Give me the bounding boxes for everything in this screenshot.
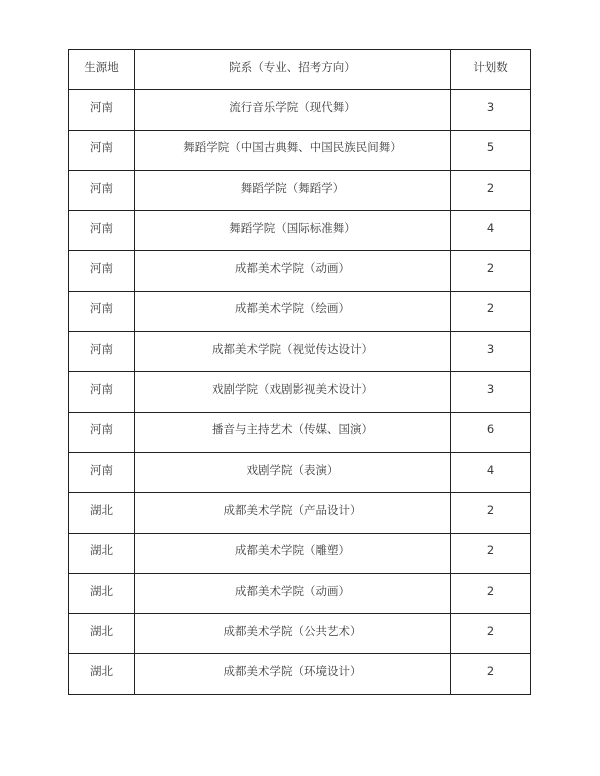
cell-department: 舞蹈学院（中国古典舞、中国民族民间舞）: [135, 130, 451, 170]
cell-origin: 湖北: [69, 573, 135, 613]
table-header-row: [69, 50, 531, 90]
cell-origin: 河南: [69, 291, 135, 331]
table-row: [69, 130, 531, 170]
cell-origin: 河南: [69, 452, 135, 492]
cell-department: 成都美术学院（公共艺术）: [135, 614, 451, 654]
cell-department: 流行音乐学院（现代舞）: [135, 90, 451, 130]
table-row: [69, 452, 531, 492]
table-row: [69, 493, 531, 533]
cell-department: 播音与主持艺术（传媒、国演）: [135, 412, 451, 452]
cell-department: 舞蹈学院（舞蹈学）: [135, 170, 451, 210]
cell-department: 成都美术学院（环境设计）: [135, 654, 451, 694]
cell-origin: 河南: [69, 332, 135, 372]
cell-department: 舞蹈学院（国际标准舞）: [135, 211, 451, 251]
cell-origin: 河南: [69, 372, 135, 412]
table-row: [69, 614, 531, 654]
header-department: 院系（专业、招考方向）: [135, 50, 451, 90]
table-row: [69, 90, 531, 130]
cell-origin: 湖北: [69, 654, 135, 694]
cell-origin: 河南: [69, 90, 135, 130]
cell-department: 戏剧学院（表演）: [135, 452, 451, 492]
table-row: [69, 654, 531, 694]
table-row: [69, 372, 531, 412]
cell-department: 成都美术学院（动画）: [135, 251, 451, 291]
cell-department: 成都美术学院（雕塑）: [135, 533, 451, 573]
cell-quota: 2: [451, 573, 531, 613]
table-row: [69, 412, 531, 452]
cell-department: 成都美术学院（动画）: [135, 573, 451, 613]
cell-origin: 河南: [69, 170, 135, 210]
table-row: [69, 291, 531, 331]
cell-quota: 3: [451, 372, 531, 412]
table-row: [69, 251, 531, 291]
cell-department: 戏剧学院（戏剧影视美术设计）: [135, 372, 451, 412]
cell-department: 成都美术学院（视觉传达设计）: [135, 332, 451, 372]
cell-quota: 5: [451, 130, 531, 170]
cell-quota: 2: [451, 170, 531, 210]
table-row: [69, 170, 531, 210]
header-origin: 生源地: [69, 50, 135, 90]
cell-quota: 2: [451, 291, 531, 331]
cell-quota: 3: [451, 332, 531, 372]
table-row: [69, 332, 531, 372]
cell-origin: 湖北: [69, 533, 135, 573]
cell-quota: 2: [451, 614, 531, 654]
cell-quota: 3: [451, 90, 531, 130]
cell-origin: 河南: [69, 211, 135, 251]
table-row: [69, 533, 531, 573]
cell-quota: 2: [451, 251, 531, 291]
cell-department: 成都美术学院（绘画）: [135, 291, 451, 331]
cell-quota: 2: [451, 493, 531, 533]
cell-origin: 湖北: [69, 614, 135, 654]
cell-quota: 2: [451, 533, 531, 573]
cell-quota: 4: [451, 452, 531, 492]
table-row: [69, 211, 531, 251]
cell-quota: 2: [451, 654, 531, 694]
header-quota: 计划数: [451, 50, 531, 90]
cell-origin: 湖北: [69, 493, 135, 533]
enrollment-plan-table: [68, 49, 531, 695]
cell-origin: 河南: [69, 251, 135, 291]
cell-quota: 4: [451, 211, 531, 251]
cell-department: 成都美术学院（产品设计）: [135, 493, 451, 533]
table-row: [69, 573, 531, 613]
cell-origin: 河南: [69, 412, 135, 452]
cell-origin: 河南: [69, 130, 135, 170]
cell-quota: 6: [451, 412, 531, 452]
